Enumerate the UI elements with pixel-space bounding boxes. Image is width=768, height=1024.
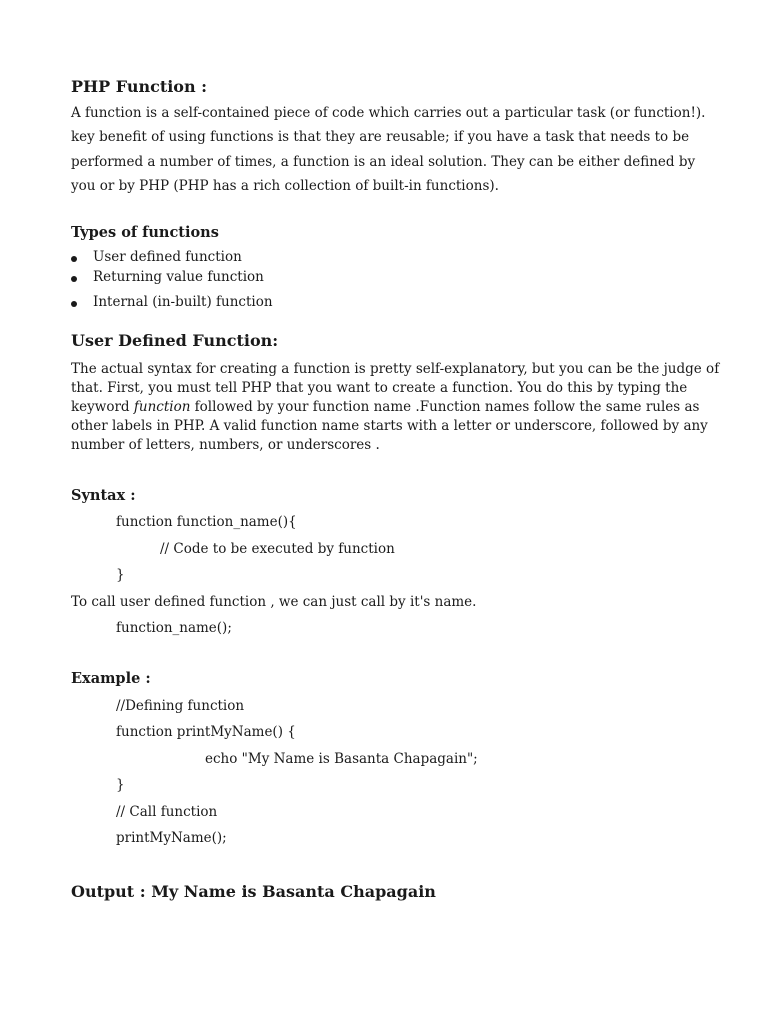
output-line: Output : My Name is Basanta Chapagain [71,882,436,901]
example-func-close: } [116,777,125,793]
keyword-prefix: keyword [71,398,134,415]
bullet-item: Returning value function [93,269,264,285]
paragraph-line: performed a number of times, a function is an ideal solution. They can be either defined by [71,153,696,170]
php-function-paragraph [71,101,705,198]
example-func-body: echo "My Name is Basanta Chapagain"; [205,751,478,767]
keyword-suffix: followed by your function name .Function names follow the same rules as [190,398,700,415]
syntax-heading: Syntax : [71,487,136,504]
syntax-code-close: } [116,567,125,583]
user-defined-heading: User Defined Function: [71,331,279,350]
paragraph-line [71,398,719,417]
bullet-item: User defined function [93,249,242,265]
example-comment-define: //Defining function [116,698,245,714]
paragraph-line: The actual syntax for creating a function is pretty self-explanatory, but you can be the judge of [71,361,720,377]
paragraph-line: that. First, you must tell PHP that you want to create a function. You do this by typing the [71,379,688,396]
php-function-heading: PHP Function : [71,77,208,96]
example-func-open: function printMyName() { [116,724,296,740]
paragraph-line: other labels in PHP. A valid function name starts with a letter or underscore, followed by any [71,417,708,434]
paragraph-line: A function is a self-contained piece of code which carries out a particular task (or function!). [71,105,706,121]
types-heading: Types of functions [71,224,219,241]
example-comment-call: // Call function [116,804,218,820]
keyword-function: function [133,398,191,415]
paragraph-line: number of letters, numbers, or underscores . [71,436,380,453]
call-description: To call user defined function , we can just call by it's name. [71,594,477,610]
bullet-item: Internal (in-built) function [93,294,273,310]
syntax-code-open: function function_name(){ [116,514,297,530]
paragraph-line: key benefit of using functions is that they are reusable; if you have a task that needs to be [71,129,690,146]
example-heading: Example : [71,670,151,687]
paragraph-line: you or by PHP (PHP has a rich collection of built-in functions). [71,177,499,194]
user-defined-paragraph [71,360,719,454]
example-call: printMyName(); [116,830,227,846]
call-code: function_name(); [116,620,232,636]
syntax-code-body: // Code to be executed by function [160,541,395,557]
